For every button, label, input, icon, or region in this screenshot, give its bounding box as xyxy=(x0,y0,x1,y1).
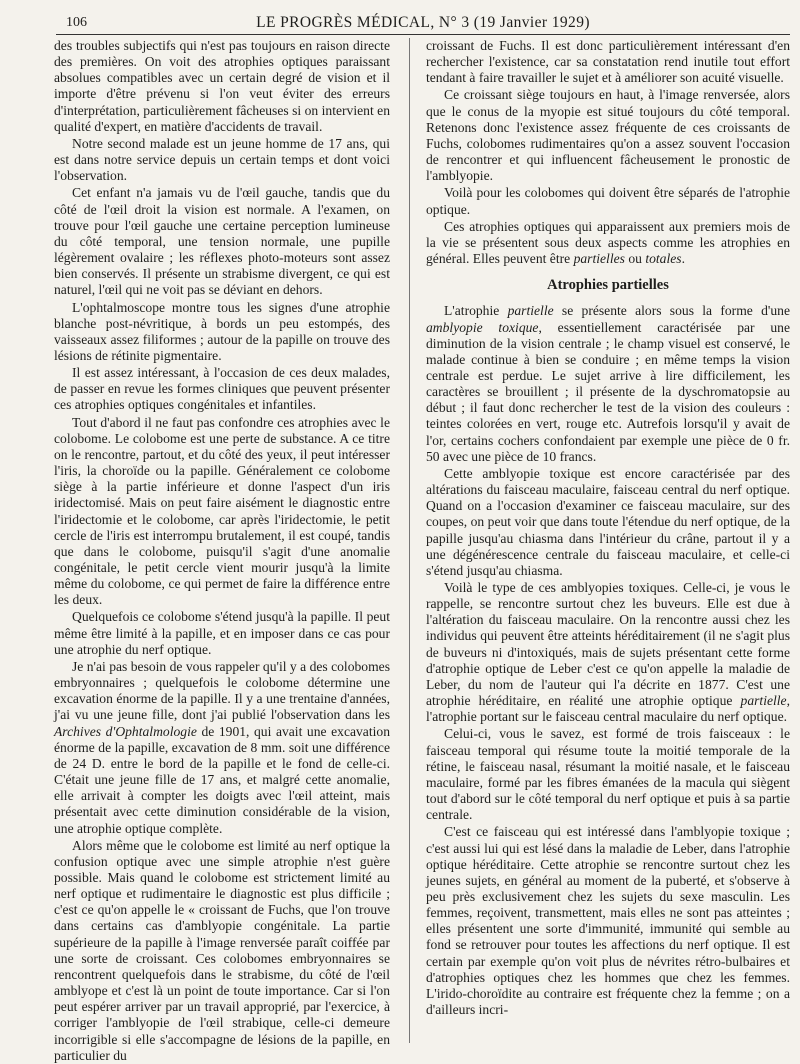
paragraph: Celui-ci, vous le savez, est formé de trois faisceaux : le faisceau temporal qui résume toute la moitié temporale de la rétine, le faisceau nasal, résumant la moitié nasale, et le faisceau maculaire, formé par les fibres émanées de la macula qui siègent tout d'abord sur le côté temporal du nerf optique et puis à sa partie centrale. xyxy=(426,726,790,823)
text-run: se présente alors sous la forme d'une xyxy=(553,303,790,319)
paragraph xyxy=(426,219,790,267)
left-column xyxy=(54,38,390,1063)
paragraph: L'ophtalmoscope montre tous les signes d'une atrophie blanche post-névritique, à bords un peu estompés, des vaisseaux assez filiformes ; autour de la papille on trouve des lésions de rétinite pigmentaire. xyxy=(54,299,390,363)
paragraph: Notre second malade est un jeune homme de 17 ans, qui est dans notre service depuis un certain temps et dont voici l'observation. xyxy=(54,135,390,184)
paragraph xyxy=(54,659,390,837)
text-run: . xyxy=(681,251,685,267)
text-run: Voilà le type de ces amblyopies toxiques. Celle-ci, je vous le rappelle, se rencontre surtout chez les buveurs. Elle est due à l'altération du faisceau maculaire. On la rencontre aussi chez les individus qui peuvent être atteints héréditairement (il ne s'agit plus de buveurs ni d'intoxiqués, mais de sujets présentant cette forme d'atrophie optique de Leber c'est ce qu'on appelle la maladie de Leber, du nom de l'auteur qui l'a décrite en 1877. C'est une atrophie héréditaire, en réalité une atrophie optique xyxy=(426,580,790,709)
paragraph: Cette amblyopie toxique est encore caractérisée par des altérations du faisceau maculaire, faisceau central du nerf optique. Quand on a l'occasion d'examiner ce faisceau maculaire, sur des coupes, on peut voir que dans toute l'étendue du nerf optique, de la papille jusqu'au chiasma dans l'intérieur du crâne, partout il y a une dégénérescence centrale du faisceau maculaire, et celle-ci s'étend jusqu'au chiasma. xyxy=(426,465,790,578)
paragraph: Ce croissant siège toujours en haut, à l'image renversée, alors que le conus de la myopie est situé toujours du côté temporal. Retenons donc l'existence assez fréquente de ces croissants de Fuchs, colobomes rudimentaires qu'on a assez souvent l'occasion de rencontrer et qui influencent fâcheusement le pronostic de l'amblyopie. xyxy=(426,87,790,184)
paragraph: des troubles subjectifs qui n'est pas toujours en raison directe des premières. On voit des atrophies optiques paraissant absolues compatibles avec un certain degré de vision et il importe d'être prévenu si l'on veut éviter des erreurs d'interprétation, particulièrement fâcheuses si on intervient en qualité d'expert, en matière d'accidents de travail. xyxy=(54,38,390,134)
paragraph: Quelquefois ce colobome s'étend jusqu'à la papille. Il peut même être limité à la papille, et en imposer dans ce cas pour une atrophie du nerf optique. xyxy=(54,609,390,657)
paragraph: Il est assez intéressant, à l'occasion de ces deux malades, de passer en revue les formes cliniques que peuvent présenter ces atrophies optiques congénitales et infantiles. xyxy=(54,365,390,413)
text-run: L'atrophie xyxy=(444,303,508,319)
running-title: LE PROGRÈS MÉDICAL, N° 3 (19 Janvier 1929) xyxy=(256,14,590,31)
paragraph: Voilà pour les colobomes qui doivent être séparés de l'atrophie optique. xyxy=(426,185,790,217)
italic-term: amblyopie toxique xyxy=(426,319,539,335)
paragraph: C'est ce faisceau qui est intéressé dans l'amblyopie toxique ; c'est aussi lui qui est lésé dans la maladie de Leber, dans l'atrophie optique héréditaire. Cette atrophie se rencontre surtout chez les jeunes sujets, en général au moment de la puberté, et s'observe à peu près exclusivement chez les sujets du sexe masculin. Les femmes, reçoivent, transmettent, mais elles ne sont pas atteintes ; elles présentent une sorte d'immunité, immunité qui semble au fond se retrouver pour toutes les affections du nerf optique. Il est certain par exemple qu'on voit plus de névrites rétro-bulbaires et d'atrophies optiques chez les hommes que chez les femmes. L'irido-choroïdite au contraire est fréquente chez la femme ; on a d'ailleurs incri- xyxy=(426,824,790,1018)
text-run: de 1901, qui avait une excavation énorme de la papille, excavation de 8 mm. soit une différence de 24 D. entre le bord de la papille et le fond de celle-ci. C'était une jeune fille de 17 ans, et malgré cette anomalie, elle arrivait à compter les doigts avec l'œil atteint, mais présentait avec cette diminution considérable de la vision, une atrophie optique complète. xyxy=(54,723,390,836)
italic-term: partielles xyxy=(573,251,625,267)
paragraph: Tout d'abord il ne faut pas confondre ces atrophies avec le colobome. Le colobome est une perte de substance. A ce titre on le rencontre, partout, et du côté des yeux, il peut intéresser l'iris, la choroïde ou la papille. Généralement ce colobome siège à la partie inférieure et donne l'aspect d'un iris iridectomisé. Mais on peut faire aisément le diagnostic entre l'iridectomie et le colobome, car après l'iridectomie, le petit cercle de l'iris est interrompu brutalement, il est coupé, tandis que dans le colobome, puisqu'il s'agit d'une anomalie congénitale, le petit cercle vient mourir jusqu'à la limite même du colobome, ce qui permet de faire la différence entre les deux. xyxy=(54,414,390,608)
text-run: , essentiellement caractérisée par une diminution de la vision centrale ; le champ visuel est conservé, le malade continue à bien se conduire ; en même temps la vision centrale est perdue. Le sujet arrive à lire difficilement, les caractères se brouillent ; il présente de la dyschromatopsie au début ; il faut donc rechercher le test de la vision des couleurs : teintes colorées en vert, rouge etc. Autrefois lorsqu'il y avait de l'or, certains cochers confondaient par exemple une pièce de 0 fr. 50 avec une pièce de 10 francs. xyxy=(426,319,790,464)
italic-term: partielle xyxy=(507,303,554,319)
paragraph xyxy=(426,580,790,725)
section-heading: Atrophies partielles xyxy=(547,277,669,294)
italic-term: partielle xyxy=(740,693,787,709)
right-column xyxy=(426,38,790,1048)
paragraph: Cet enfant n'a jamais vu de l'œil gauche, tandis que du côté de l'œil droit la vision est normale. A l'examen, on trouve pour l'œil gauche une certaine perception lumineuse du côté temporal, une tension normale, une pupille légèrement ovalaire ; les réflexes photo-moteurs sont assez bien conservés. Il présente un strabisme divergent, ce qui est naturel, l'œil qui ne voit pas se déviant en dehors. xyxy=(54,185,390,298)
paragraph: Alors même que le colobome est limité au nerf optique la confusion optique avec une simple atrophie n'est guère possible. Mais quand le colobome est strictement limité au nerf optique et rudimentaire le diagnostic est plus difficile ; c'est ce qu'on appelle le « croissant de Fuchs, que l'on trouve dans certains cas d'amblyopie congénitale. La partie supérieure de la papille à l'image renversée paraît coiffée par une sorte de croissant. Ces colobomes embryonnaires se rencontrent quelquefois dans le strabisme, du côté de l'œil amblyope et c'est là un point de toute importance. Car si l'on peut espérer arriver par un travail approprié, par l'exercice, à corriger l'amblyopie de l'œil strabique, celle-ci demeure incorrigible si elle s'accompagne de lésions de la papille, en particulier du xyxy=(54,837,390,1063)
text-run: Je n'ai pas besoin de vous rappeler qu'il y a des colobomes embryonnaires ; quelquefois le colobome détermine une excavation énorme de la papille. Il y a une trentaine d'années, j'ai vu une jeune fille, dont j'ai publié l'observation dans les xyxy=(54,658,390,723)
journal-title-italic: Archives d'Ophtalmologie xyxy=(54,723,197,739)
page-header xyxy=(56,10,790,35)
text-run: Ces atrophies optiques qui apparaissent aux premiers mois de la vie se présentent sous deux aspects comme les atrophies en général. Elles peuvent être xyxy=(426,218,790,267)
paragraph: croissant de Fuchs. Il est donc particulièrement intéressant d'en rechercher l'existence, car sa constatation rend inutile tout effort tendant à faire travailler le sujet et à améliorer son acuité visuelle. xyxy=(426,38,790,86)
italic-term: totales xyxy=(645,251,682,267)
text-run: , l'atrophie portant sur le faisceau central maculaire du nerf optique. xyxy=(426,693,790,725)
text-run: ou xyxy=(624,251,646,267)
paragraph xyxy=(426,303,790,465)
column-divider xyxy=(409,38,410,1043)
page-number: 106 xyxy=(66,15,87,30)
